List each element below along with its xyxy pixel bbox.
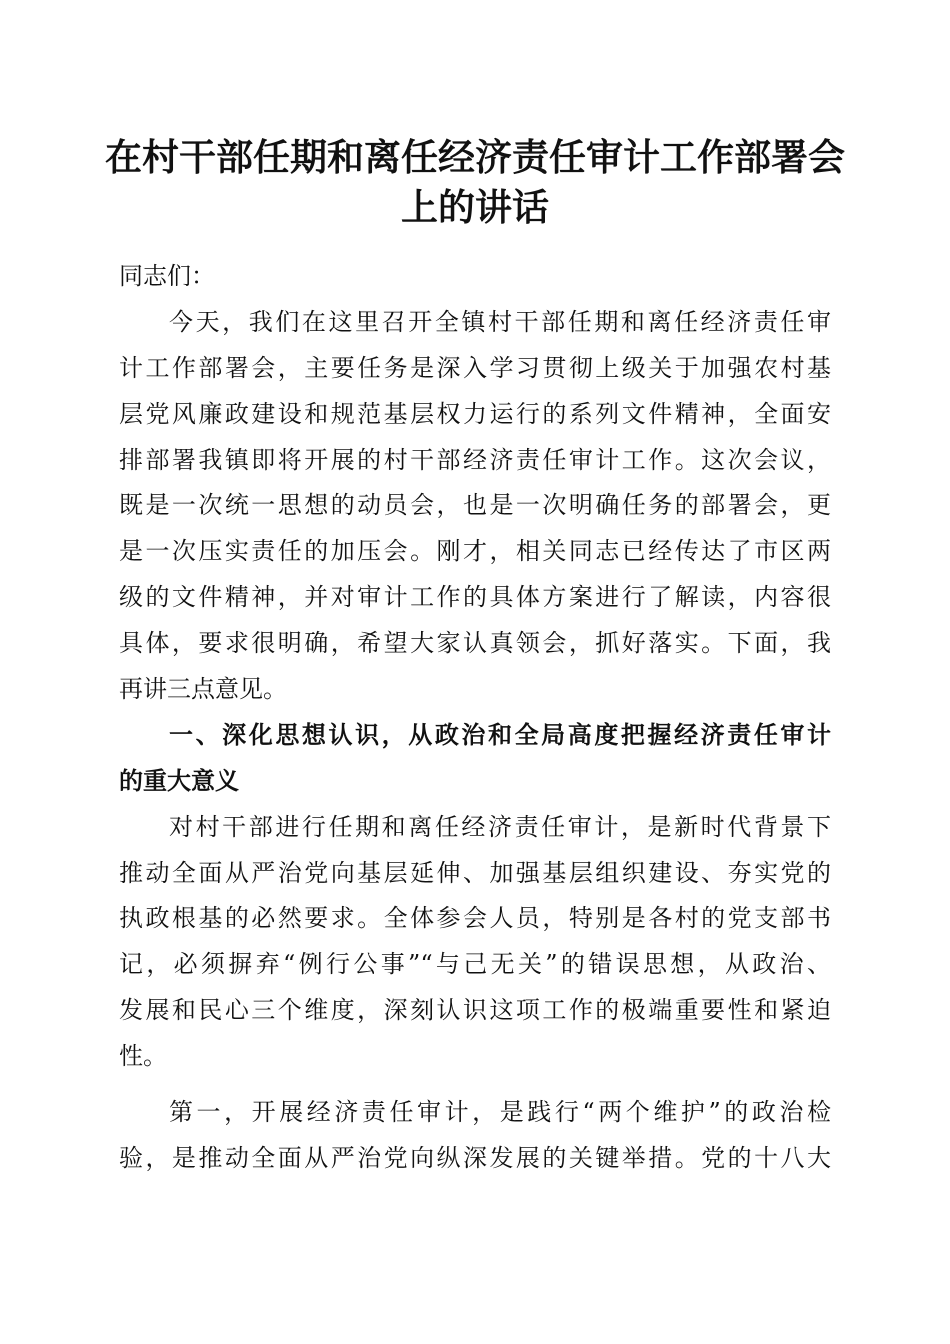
text-line: 是一次压实责任的加压会。刚才，相关同志已经传达了市区两 [119, 537, 831, 566]
text-line: 推动全面从严治党向基层延伸、加强基层组织建设、夯实党的 [119, 858, 831, 887]
title-line: 上的讲话 [401, 185, 549, 229]
paragraph-significance [119, 805, 831, 1080]
paragraph-first-point [119, 1090, 831, 1182]
text-line: 今天，我们在这里召开全镇村干部任期和离任经济责任审 [169, 307, 831, 336]
document-title [0, 132, 950, 232]
title-line: 在村干部任期和离任经济责任审计工作部署会 [105, 135, 845, 179]
text-line: 层党风廉政建设和规范基层权力运行的系列文件精神，全面安 [119, 399, 831, 428]
section-heading-1 [119, 713, 831, 805]
text-line: 第一，开展经济责任审计，是践行“两个维护”的政治检 [169, 1098, 831, 1127]
heading-line: 一、深化思想认识，从政治和全局高度把握经济责任审计 [169, 720, 831, 749]
text-line: 具体，要求很明确，希望大家认真领会，抓好落实。下面，我 [119, 629, 831, 658]
text-line: 计工作部署会，主要任务是深入学习贯彻上级关于加强农村基 [119, 353, 831, 382]
text-line: 发展和民心三个维度，深刻认识这项工作的极端重要性和紧迫 [119, 996, 831, 1025]
text-line: 排部署我镇即将开展的村干部经济责任审计工作。这次会议， [119, 445, 831, 474]
heading-line: 的重大意义 [119, 766, 239, 795]
document-body [119, 254, 831, 1182]
text-line: 验，是推动全面从严治党向纵深发展的关键举措。党的十八大 [119, 1143, 831, 1172]
text-line: 记，必须摒弃“例行公事”“与己无关”的错误思想，从政治、 [119, 950, 831, 979]
text-line: 执政根基的必然要求。全体参会人员，特别是各村的党支部书 [119, 904, 831, 933]
text-line: 级的文件精神，并对审计工作的具体方案进行了解读，内容很 [119, 583, 831, 612]
text-line: 性。 [119, 1042, 167, 1071]
salutation: 同志们： [119, 262, 215, 290]
paragraph-intro [119, 300, 831, 713]
text-line: 对村干部进行任期和离任经济责任审计，是新时代背景下 [169, 812, 831, 841]
text-line: 再讲三点意见。 [119, 675, 287, 704]
text-line: 既是一次统一思想的动员会，也是一次明确任务的部署会，更 [119, 491, 831, 520]
